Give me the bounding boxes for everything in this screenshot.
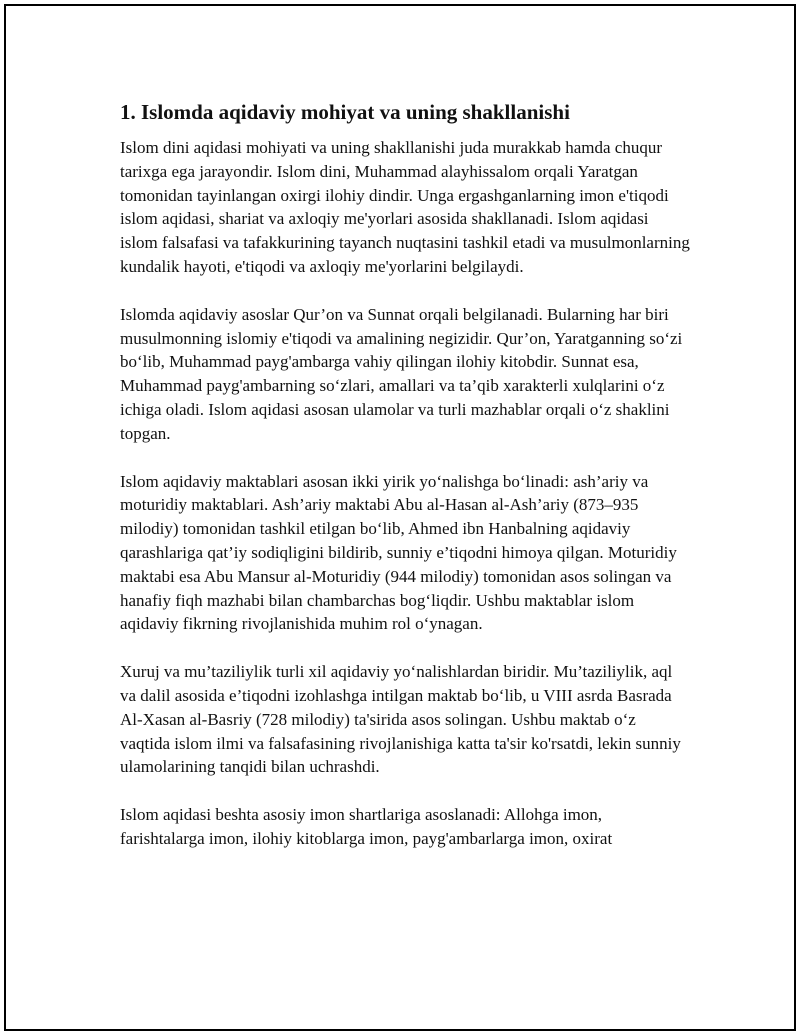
paragraph-5: Islom aqidasi beshta asosiy imon shartlariga asoslanadi: Allohga imon, farishtalarga imon, ilohiy kitoblarga imon, payg'ambarlarga imon, oxirat bbox=[120, 805, 613, 848]
paragraph-4: Xuruj va mu’taziliylik turli xil aqidaviy yo‘nalishlardan biridir. Mu’taziliylik, aql va dalil asosida e’tiqodni izohlashga intilgan maktab bo‘lib, u VIII asrda Basrada Al-Xasan al-Basriy (728 milodiy) ta'sirida asos solingan. Ushbu maktab o‘z vaqtida islom ilmi va falsafasining rivojlanishiga katta ta'sir ko'rsatdi, lekin sunniy ulamolarining tanqidi bilan uchrashdi. bbox=[120, 662, 681, 777]
document-body bbox=[120, 98, 690, 875]
paragraph-3: Islom aqidaviy maktablari asosan ikki yirik yo‘nalishga bo‘linadi: ash’ariy va moturidiy maktablari. Ash’ariy maktabi Abu al-Hasan al-Ash’ariy (873–935 milodiy) tomonidan tashkil etilgan bo‘lib, Ahmed ibn Hanbalning aqidaviy qarashlariga qat’iy sodiqligini bildirib, sunniy e’tiqodni himoya qilgan. Moturidiy maktabi esa Abu Mansur al-Moturidiy (944 milodiy) tomonidan asos solingan va hanafiy fiqh mazhabi bilan chambarchas bog‘liqdir. Ushbu maktablar islom aqidaviy fikrning rivojlanishida muhim rol o‘ynagan. bbox=[120, 471, 677, 634]
page-frame bbox=[4, 4, 796, 1031]
section-title: 1. Islomda aqidaviy mohiyat va uning shakllanishi bbox=[120, 100, 570, 124]
paragraph-1: Islom dini aqidasi mohiyati va uning shakllanishi juda murakkab hamda chuqur tarixga ega jarayondir. Islom dini, Muhammad alayhissalom orqali Yaratgan tomonidan tayinlangan oxirgi ilohiy dindir. Unga ergashganlarning imon e'tiqodi islom aqidasi, shariat va axloqiy me'yorlari asosida shakllanadi. Islom aqidasi islom falsafasi va tafakkurining tayanch nuqtasini tashkil etadi va musulmonlarning kundalik hayoti, e'tiqodi va axloqiy me'yorlarini belgilaydi. bbox=[120, 138, 690, 276]
paragraph-2: Islomda aqidaviy asoslar Qur’on va Sunnat orqali belgilanadi. Bularning har biri musulmonning islomiy e'tiqodi va amalining negizidir. Qur’on, Yaratganning so‘zi bo‘lib, Muhammad payg'ambarga vahiy qilingan ilohiy kitobdir. Sunnat esa, Muhammad payg'ambarning so‘zlari, amallari va ta’qib xarakterli xulqlarini o‘z ichiga oladi. Islom aqidasi asosan ulamolar va turli mazhablar orqali o‘z shaklini topgan. bbox=[120, 304, 683, 443]
